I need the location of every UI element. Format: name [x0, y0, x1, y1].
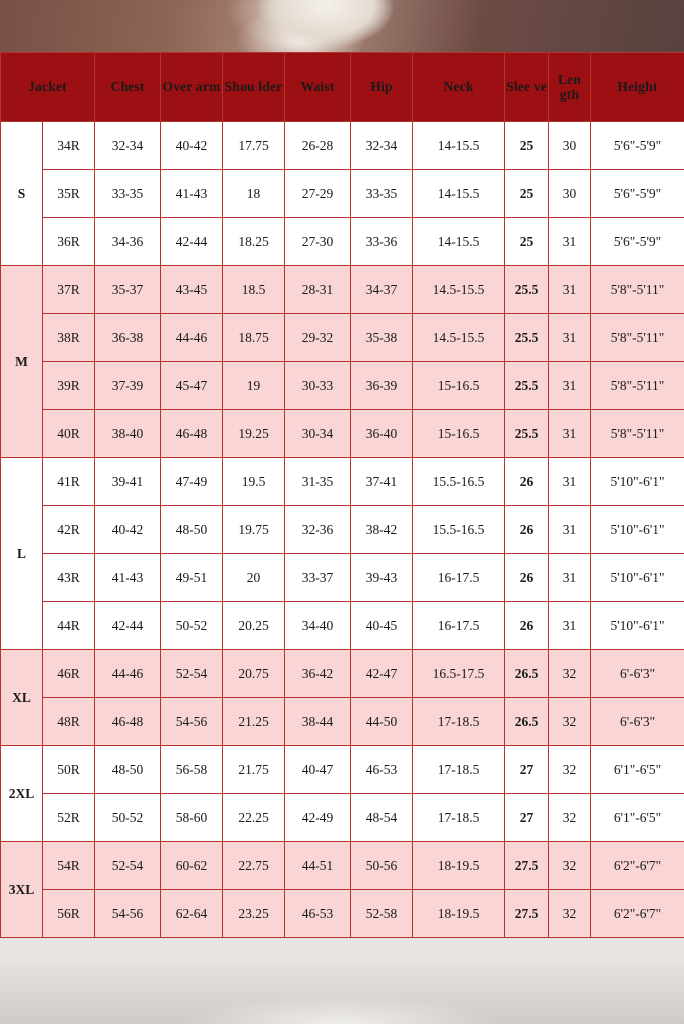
cell-neck: 16-17.5 [413, 602, 505, 650]
cell-hip: 42-47 [351, 650, 413, 698]
table-row [1, 170, 684, 218]
cell-sleeve: 25 [505, 170, 549, 218]
cell-length: 31 [549, 218, 591, 266]
column-header-jacket: Jacket [1, 53, 95, 122]
cell-chest: 54-56 [95, 890, 161, 938]
cell-jacket: 41R [43, 458, 95, 506]
cell-sleeve: 26.5 [505, 698, 549, 746]
cell-hip: 40-45 [351, 602, 413, 650]
cell-neck: 17-18.5 [413, 794, 505, 842]
cell-shoulder: 19.5 [223, 458, 285, 506]
cell-length: 31 [549, 458, 591, 506]
cell-jacket: 39R [43, 362, 95, 410]
cell-overarm: 49-51 [161, 554, 223, 602]
cell-overarm: 46-48 [161, 410, 223, 458]
cell-overarm: 50-52 [161, 602, 223, 650]
cell-shoulder: 19 [223, 362, 285, 410]
cell-hip: 33-35 [351, 170, 413, 218]
cell-shoulder: 18.5 [223, 266, 285, 314]
cell-sleeve: 25.5 [505, 314, 549, 362]
cell-height: 6'-6'3" [591, 650, 684, 698]
cell-hip: 35-38 [351, 314, 413, 362]
cell-hip: 34-37 [351, 266, 413, 314]
cell-height: 5'6"-5'9" [591, 218, 684, 266]
cell-neck: 17-18.5 [413, 698, 505, 746]
column-header-overarm: Over arm [161, 53, 223, 122]
cell-waist: 40-47 [285, 746, 351, 794]
cell-neck: 14-15.5 [413, 170, 505, 218]
cell-waist: 38-44 [285, 698, 351, 746]
cell-height: 6'2"-6'7" [591, 842, 684, 890]
cell-overarm: 41-43 [161, 170, 223, 218]
cell-sleeve: 26 [505, 506, 549, 554]
cell-sleeve: 27.5 [505, 890, 549, 938]
cell-overarm: 48-50 [161, 506, 223, 554]
cell-jacket: 36R [43, 218, 95, 266]
cell-waist: 42-49 [285, 794, 351, 842]
photo-backdrop-collar [236, 0, 416, 52]
table-row [1, 698, 684, 746]
table-row [1, 746, 684, 794]
cell-neck: 15-16.5 [413, 362, 505, 410]
cell-neck: 15.5-16.5 [413, 506, 505, 554]
size-group-label: L [1, 458, 43, 650]
cell-shoulder: 21.25 [223, 698, 285, 746]
cell-hip: 50-56 [351, 842, 413, 890]
cell-sleeve: 26.5 [505, 650, 549, 698]
table-row [1, 362, 684, 410]
cell-hip: 39-43 [351, 554, 413, 602]
cell-hip: 38-42 [351, 506, 413, 554]
column-header-shoulder: Shou lder [223, 53, 285, 122]
cell-chest: 37-39 [95, 362, 161, 410]
cell-height: 5'8"-5'11" [591, 410, 684, 458]
cell-chest: 50-52 [95, 794, 161, 842]
cell-hip: 36-39 [351, 362, 413, 410]
column-header-length: Len gth [549, 53, 591, 122]
cell-chest: 32-34 [95, 122, 161, 170]
cell-height: 5'8"-5'11" [591, 314, 684, 362]
size-group-label: 2XL [1, 746, 43, 842]
cell-hip: 33-36 [351, 218, 413, 266]
cell-sleeve: 25.5 [505, 362, 549, 410]
size-group-label: XL [1, 650, 43, 746]
column-header-waist: Waist [285, 53, 351, 122]
cell-jacket: 38R [43, 314, 95, 362]
cell-length: 31 [549, 602, 591, 650]
cell-chest: 46-48 [95, 698, 161, 746]
cell-overarm: 40-42 [161, 122, 223, 170]
cell-height: 5'10"-6'1" [591, 458, 684, 506]
cell-hip: 37-41 [351, 458, 413, 506]
cell-shoulder: 23.25 [223, 890, 285, 938]
table-row [1, 506, 684, 554]
cell-waist: 34-40 [285, 602, 351, 650]
cell-length: 31 [549, 410, 591, 458]
table-row [1, 122, 684, 170]
cell-waist: 31-35 [285, 458, 351, 506]
cell-height: 6'1"-6'5" [591, 794, 684, 842]
cell-neck: 15-16.5 [413, 410, 505, 458]
cell-neck: 14.5-15.5 [413, 314, 505, 362]
cell-overarm: 43-45 [161, 266, 223, 314]
cell-neck: 14.5-15.5 [413, 266, 505, 314]
table-row [1, 410, 684, 458]
cell-jacket: 44R [43, 602, 95, 650]
cell-height: 5'8"-5'11" [591, 266, 684, 314]
cell-overarm: 56-58 [161, 746, 223, 794]
cell-sleeve: 25 [505, 218, 549, 266]
cell-jacket: 37R [43, 266, 95, 314]
cell-height: 6'-6'3" [591, 698, 684, 746]
cell-height: 6'1"-6'5" [591, 746, 684, 794]
table-row [1, 218, 684, 266]
cell-overarm: 62-64 [161, 890, 223, 938]
cell-overarm: 52-54 [161, 650, 223, 698]
cell-shoulder: 22.75 [223, 842, 285, 890]
cell-waist: 44-51 [285, 842, 351, 890]
table-row [1, 554, 684, 602]
table-row [1, 314, 684, 362]
cell-waist: 30-34 [285, 410, 351, 458]
cell-chest: 48-50 [95, 746, 161, 794]
cell-jacket: 46R [43, 650, 95, 698]
cell-waist: 36-42 [285, 650, 351, 698]
cell-hip: 32-34 [351, 122, 413, 170]
cell-waist: 30-33 [285, 362, 351, 410]
cell-waist: 29-32 [285, 314, 351, 362]
cell-hip: 44-50 [351, 698, 413, 746]
cell-jacket: 50R [43, 746, 95, 794]
cell-overarm: 45-47 [161, 362, 223, 410]
cell-sleeve: 25.5 [505, 266, 549, 314]
table-row [1, 842, 684, 890]
cell-chest: 38-40 [95, 410, 161, 458]
cell-sleeve: 26 [505, 602, 549, 650]
cell-waist: 28-31 [285, 266, 351, 314]
cell-neck: 14-15.5 [413, 122, 505, 170]
cell-jacket: 56R [43, 890, 95, 938]
column-header-neck: Neck [413, 53, 505, 122]
cell-waist: 32-36 [285, 506, 351, 554]
table-header [1, 53, 684, 122]
cell-jacket: 43R [43, 554, 95, 602]
column-header-chest: Chest [95, 53, 161, 122]
cell-height: 5'10"-6'1" [591, 602, 684, 650]
table-body [1, 122, 684, 938]
size-chart-table [0, 52, 684, 938]
column-header-height: Height [591, 53, 684, 122]
header-row [1, 53, 684, 122]
cell-height: 6'2"-6'7" [591, 890, 684, 938]
cell-sleeve: 27 [505, 746, 549, 794]
cell-length: 32 [549, 650, 591, 698]
cell-jacket: 54R [43, 842, 95, 890]
cell-neck: 16-17.5 [413, 554, 505, 602]
photo-backdrop-bottom [0, 964, 684, 1024]
cell-jacket: 35R [43, 170, 95, 218]
cell-shoulder: 17.75 [223, 122, 285, 170]
cell-height: 5'10"-6'1" [591, 506, 684, 554]
cell-waist: 26-28 [285, 122, 351, 170]
cell-jacket: 40R [43, 410, 95, 458]
cell-chest: 41-43 [95, 554, 161, 602]
cell-neck: 16.5-17.5 [413, 650, 505, 698]
cell-height: 5'6"-5'9" [591, 122, 684, 170]
cell-hip: 46-53 [351, 746, 413, 794]
cell-length: 31 [549, 506, 591, 554]
cell-length: 32 [549, 698, 591, 746]
cell-shoulder: 22.25 [223, 794, 285, 842]
cell-waist: 27-29 [285, 170, 351, 218]
size-group-label: M [1, 266, 43, 458]
cell-shoulder: 19.75 [223, 506, 285, 554]
table-row [1, 266, 684, 314]
cell-shoulder: 20 [223, 554, 285, 602]
cell-jacket: 42R [43, 506, 95, 554]
cell-length: 30 [549, 170, 591, 218]
cell-length: 32 [549, 746, 591, 794]
cell-height: 5'8"-5'11" [591, 362, 684, 410]
cell-sleeve: 26 [505, 458, 549, 506]
cell-overarm: 47-49 [161, 458, 223, 506]
table-row [1, 650, 684, 698]
column-header-sleeve: Slee ve [505, 53, 549, 122]
cell-jacket: 52R [43, 794, 95, 842]
cell-chest: 42-44 [95, 602, 161, 650]
cell-shoulder: 18.75 [223, 314, 285, 362]
cell-neck: 14-15.5 [413, 218, 505, 266]
table-row [1, 458, 684, 506]
cell-hip: 36-40 [351, 410, 413, 458]
cell-neck: 15.5-16.5 [413, 458, 505, 506]
cell-sleeve: 27.5 [505, 842, 549, 890]
cell-sleeve: 26 [505, 554, 549, 602]
cell-neck: 17-18.5 [413, 746, 505, 794]
cell-hip: 52-58 [351, 890, 413, 938]
cell-length: 32 [549, 890, 591, 938]
cell-sleeve: 25 [505, 122, 549, 170]
table-row [1, 602, 684, 650]
cell-length: 31 [549, 362, 591, 410]
cell-overarm: 60-62 [161, 842, 223, 890]
cell-chest: 52-54 [95, 842, 161, 890]
cell-chest: 33-35 [95, 170, 161, 218]
cell-length: 31 [549, 266, 591, 314]
cell-neck: 18-19.5 [413, 842, 505, 890]
cell-jacket: 34R [43, 122, 95, 170]
cell-sleeve: 25.5 [505, 410, 549, 458]
cell-shoulder: 18 [223, 170, 285, 218]
cell-overarm: 58-60 [161, 794, 223, 842]
cell-length: 31 [549, 314, 591, 362]
table-row [1, 890, 684, 938]
cell-sleeve: 27 [505, 794, 549, 842]
cell-overarm: 42-44 [161, 218, 223, 266]
cell-shoulder: 20.75 [223, 650, 285, 698]
cell-waist: 46-53 [285, 890, 351, 938]
cell-shoulder: 20.25 [223, 602, 285, 650]
cell-overarm: 44-46 [161, 314, 223, 362]
cell-length: 32 [549, 842, 591, 890]
cell-overarm: 54-56 [161, 698, 223, 746]
cell-shoulder: 19.25 [223, 410, 285, 458]
cell-jacket: 48R [43, 698, 95, 746]
column-header-hip: Hip [351, 53, 413, 122]
cell-shoulder: 18.25 [223, 218, 285, 266]
cell-chest: 44-46 [95, 650, 161, 698]
cell-height: 5'10"-6'1" [591, 554, 684, 602]
cell-hip: 48-54 [351, 794, 413, 842]
cell-waist: 33-37 [285, 554, 351, 602]
cell-chest: 40-42 [95, 506, 161, 554]
cell-length: 32 [549, 794, 591, 842]
size-group-label: 3XL [1, 842, 43, 938]
cell-length: 30 [549, 122, 591, 170]
cell-chest: 39-41 [95, 458, 161, 506]
cell-chest: 34-36 [95, 218, 161, 266]
size-group-label: S [1, 122, 43, 266]
cell-chest: 35-37 [95, 266, 161, 314]
cell-height: 5'6"-5'9" [591, 170, 684, 218]
cell-waist: 27-30 [285, 218, 351, 266]
cell-neck: 18-19.5 [413, 890, 505, 938]
table-row [1, 794, 684, 842]
cell-shoulder: 21.75 [223, 746, 285, 794]
cell-chest: 36-38 [95, 314, 161, 362]
cell-length: 31 [549, 554, 591, 602]
